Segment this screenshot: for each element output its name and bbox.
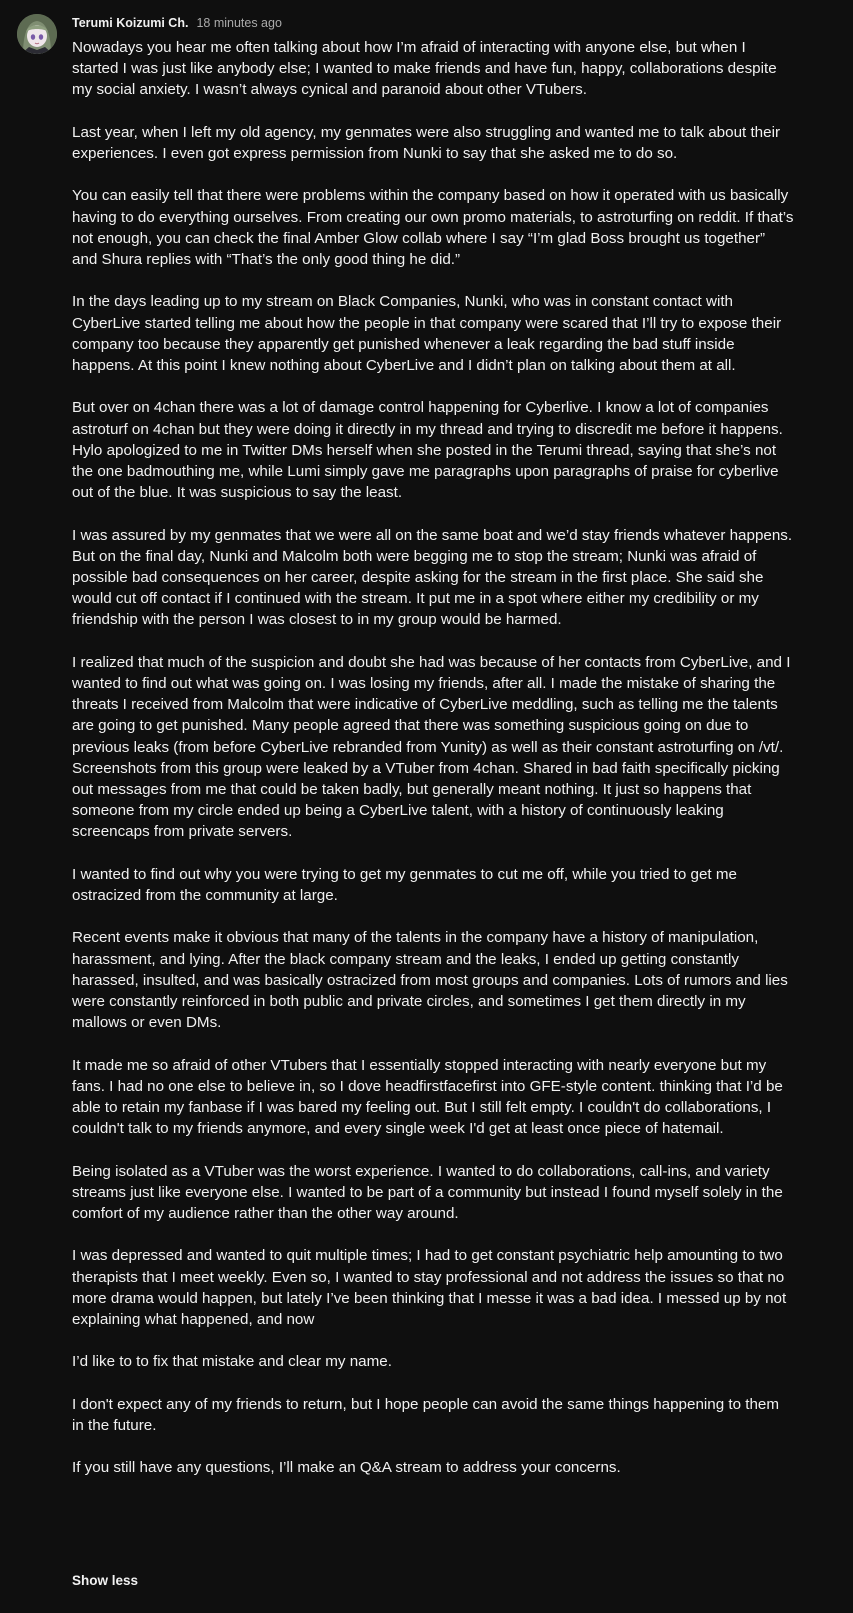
comment-paragraph: If you still have any questions, I’ll make an Q&A stream to address your concerns. xyxy=(72,1459,621,1477)
comment-paragraph: I’d like to to fix that mistake and clear my name. xyxy=(72,1353,392,1371)
comment-paragraph: I was depressed and wanted to quit multiple times; I had to get constant psychiatric help amounting to two therapists that I meet weekly. Even so, I wanted to stay professional and not address the issues so that no more drama would happen, but lately I’ve been thinking that I messe it was a bad idea. I messed up by not explaining what happened, and now xyxy=(72,1247,787,1329)
author-name[interactable]: Terumi Koizumi Ch. xyxy=(72,16,189,30)
comment-header xyxy=(72,16,282,34)
comment-paragraph: In the days leading up to my stream on Black Companies, Nunki, who was in constant contact with CyberLive started telling me about how the people in that company were scared that I’ll try to expose their company too because they apparently get punished whenever a leak regarding the bad stuff inside happens. At this point I knew nothing about CyberLive and I didn’t plan on talking about them at all. xyxy=(72,293,782,374)
comment-paragraph: I don't expect any of my friends to return, but I hope people can avoid the same things happening to them in the future. xyxy=(72,1395,780,1434)
comment-paragraph: I realized that much of the suspicion and doubt she had was because of her contacts from CyberLive, and I wanted to find out what was going on. I was losing my friends, after all. I made the mistake of sharing the threats I received from Malcolm that were indicative of CyberLive meddling, such as telling me the talents are going to get punished. Many people agreed that there was something suspicious going on due to previous leaks (from before CyberLive rebranded from Yunity) as well as their constant astroturfing on /vt/. Screenshots from this group were leaked by a VTuber from 4chan. Shared in bad faith specifically picking out messages from me that could be taken badly, but generally meant nothing. It just so happens that someone from my circle ended up being a CyberLive talent, with a history of continuously leaking screencaps from private servers. xyxy=(72,653,791,841)
comment-paragraph: I was assured by my genmates that we were all on the same boat and we’d stay friends whatever happens. But on the final day, Nunki and Malcolm both were begging me to stop the stream; Nunki was afraid of possible bad consequences on her career, despite asking for the stream in the first place. She said she would cut off contact if I continued with the stream. It put me in a spot where either my credibility or my friendship with the person I was closest to in my group would be harmed. xyxy=(72,526,793,629)
avatar-anime-girl-icon xyxy=(17,14,57,54)
comment-panel-bottom xyxy=(0,1480,844,1613)
comment-paragraph: It made me so afraid of other VTubers that I essentially stopped interacting with nearly everyone but my fans. I had no one else to believe in, so I dove headfirstfacefirst into GFE-style content. thinking that I’d be able to retain my fanbase if I was bared my feeling out. But I still felt empty. I couldn't do collaborations, I couldn't talk to my friends anymore, and every single week I'd get at least once piece of hatemail. xyxy=(72,1056,783,1138)
avatar[interactable] xyxy=(17,14,57,54)
comment-body xyxy=(72,37,794,1479)
comment-paragraph: Being isolated as a VTuber was the worst experience. I wanted to do collaborations, call-ins, and variety streams just like everyone else. I wanted to be part of a community but instead I found myself solely in the comfort of my audience rather than the other way around. xyxy=(72,1162,783,1223)
comment-paragraph: Nowadays you hear me often talking about how I’m afraid of interacting with anyone else, but when I started I was just like anybody else; I wanted to make friends and have fun, happy, collaborations despite my social anxiety. I wasn’t always cynical and paranoid about other VTubers. xyxy=(72,39,777,99)
show-less-button[interactable]: Show less xyxy=(72,1573,139,1588)
comment-paragraph: Last year, when I left my old agency, my genmates were also struggling and wanted me to talk about their experiences. I even got express permission from Nunki to say that she asked me to do so. xyxy=(72,123,781,162)
comment-paragraph: But over on 4chan there was a lot of damage control happening for Cyberlive. I know a lot of companies astroturf on 4chan but they were doing it directly in my thread and trying to discredit me before it happens. Hylo apologized to me in Twitter DMs herself when she posted in the Terumi thread, saying that she’s not the one badmouthing me, while Lumi simply gave me paragraphs upon paragraphs of praise for cyberlive out of the blue. It was suspicious to say the least. xyxy=(72,399,783,502)
comment-paragraph: Recent events make it obvious that many of the talents in the company have a history of manipulation, harassment, and lying. After the black company stream and the leaks, I ended up getting constantly harassed, insulted, and was basically ostracized from most groups and companies. Lots of rumors and lies were constantly reinforced in both public and private circles, and sometimes I get them directly in my mallows or even DMs. xyxy=(72,929,788,1032)
comment-paragraph: I wanted to find out why you were trying to get my genmates to cut me off, while you tried to get me ostracized from the community at large. xyxy=(72,865,737,905)
comment-paragraph: You can easily tell that there were problems within the company based on how it operated with us basically having to do everything ourselves. From creating our own promo materials, to astroturfing on reddit. If that’s not enough, you can check the final Amber Glow collab where I say “I’m glad Boss brought us together” and Shura replies with “That’s the only good thing he did.” xyxy=(72,187,794,268)
comment-timestamp[interactable]: 18 minutes ago xyxy=(196,16,282,30)
